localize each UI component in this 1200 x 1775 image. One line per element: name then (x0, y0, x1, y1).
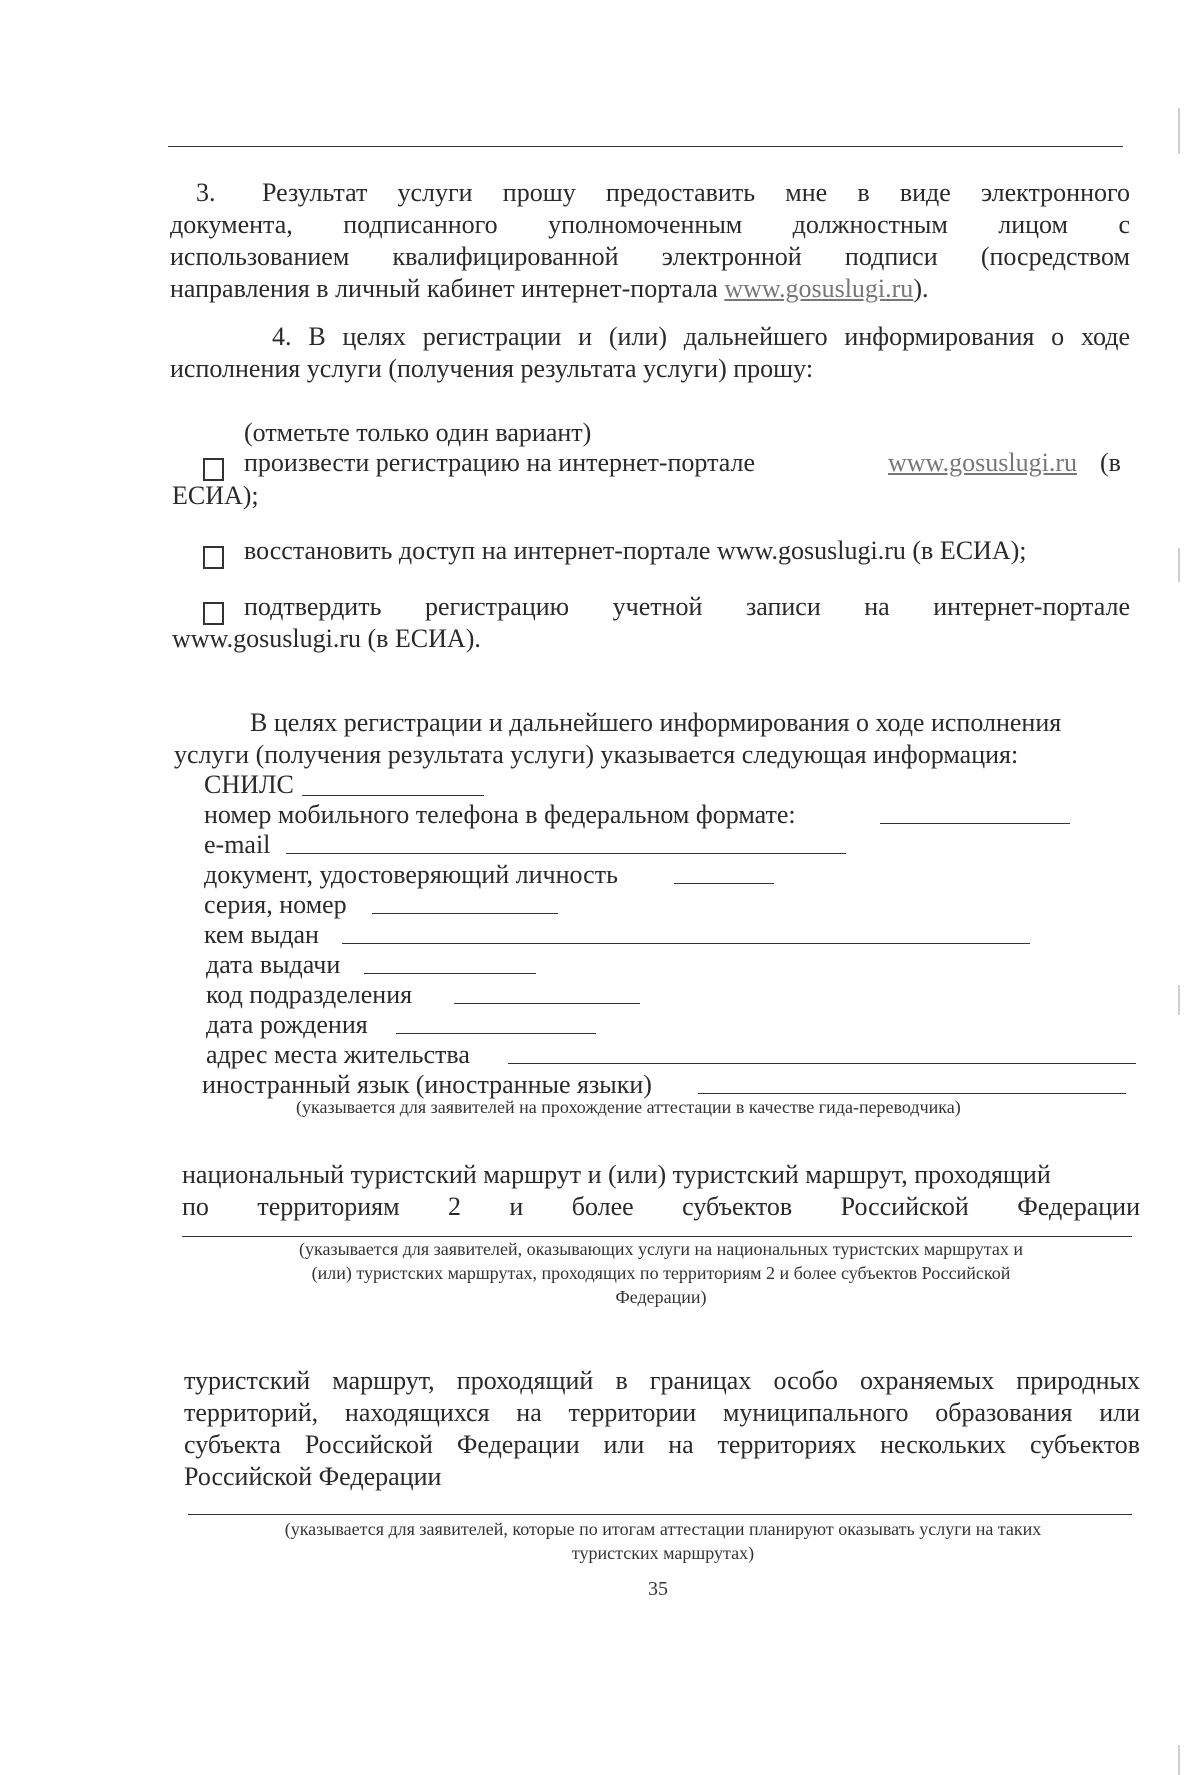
snils-field[interactable] (302, 795, 484, 796)
section-3-line-2: документа, подписанного уполномоченным должностным лицом с (170, 210, 1130, 239)
section-3-number: 3. (196, 178, 216, 207)
phone-field[interactable] (880, 823, 1070, 824)
issue-date-label: дата выдачи (206, 950, 341, 979)
scan-mark (1178, 108, 1180, 154)
option-register-label: произвести регистрацию на интернет-портале (244, 448, 756, 477)
dept-code-field[interactable] (454, 1003, 640, 1004)
id-doc-field[interactable] (674, 883, 774, 884)
route-protected-line-1: туристский маршрут, проходящий в границах особо охраняемых природных (184, 1366, 1140, 1395)
option-register-link (888, 448, 1077, 478)
snils-label: СНИЛС (204, 770, 294, 799)
route-national-line-1: национальный туристский маршрут и (или) туристский маршрут, проходящий (182, 1160, 1051, 1189)
section-3-line-1-text: Результат услуги прошу предоставить мне в виде электронного (262, 178, 1130, 207)
route-protected-note-2: туристских маршрутах) (571, 1543, 755, 1563)
section-4-line-1: 4. В целях регистрации и (или) дальнейшего информирования о ходе (272, 322, 1130, 351)
scan-mark (1178, 548, 1180, 582)
phone-label: номер мобильного телефона в федеральном формате: (204, 800, 796, 829)
route-national-note-1: (указывается для заявителей, оказывающих услуги на национальных туристских маршрутах и (299, 1239, 1023, 1259)
section-4-hint: (отметьте только один вариант) (244, 418, 592, 447)
series-field[interactable] (372, 913, 558, 914)
birth-date-field[interactable] (396, 1033, 596, 1034)
option-restore-label: восстановить доступ на интернет-портале www.gosuslugi.ru (в ЕСИА); (244, 536, 1027, 565)
top-rule (168, 146, 1123, 147)
series-label: серия, номер (204, 890, 347, 919)
section-3-line-4: направления в личный кабинет интернет-портала www.gosuslugi.ru). (170, 274, 929, 303)
email-field[interactable] (286, 853, 846, 854)
route-protected-field[interactable] (188, 1514, 1132, 1515)
languages-note: (указывается для заявителей на прохождение аттестации в качестве гида-переводчика) (296, 1097, 961, 1117)
languages-label: иностранный язык (иностранные языки) (202, 1070, 652, 1099)
option-register-checkbox[interactable] (203, 458, 224, 481)
route-protected-note-1: (указывается для заявителей, которые по итогам аттестации планируют оказывать услуги на таких (284, 1519, 1042, 1539)
gosuslugi-link[interactable]: www.gosuslugi.ru (724, 274, 914, 303)
option-confirm-line-1: подтвердить регистрацию учетной записи на интернет-портале (244, 592, 1130, 621)
languages-field[interactable] (698, 1093, 1126, 1094)
dept-code-label: код подразделения (206, 980, 413, 1009)
scan-mark (1178, 1745, 1180, 1775)
route-national-line-2: по территориям 2 и более субъектов Российской Федерации (182, 1192, 1140, 1221)
route-protected-line-4: Российской Федерации (184, 1462, 442, 1491)
issued-by-field[interactable] (342, 943, 1030, 944)
route-national-note-3: Федерации) (615, 1287, 707, 1307)
address-label: адрес места жительства (206, 1040, 470, 1069)
info-line-1: В целях регистрации и дальнейшего информирования о ходе исполнения (250, 708, 1062, 737)
id-doc-label: документ, удостоверяющий личность (204, 860, 618, 889)
route-national-note-2: (или) туристских маршрутах, проходящих по территориям 2 и более субъектов Российской (311, 1263, 1011, 1283)
section-4-line-2: исполнения услуги (получения результата услуги) прошу: (170, 354, 814, 383)
option-confirm-checkbox[interactable] (203, 602, 224, 625)
option-register-line-2: ЕСИА); (172, 481, 259, 510)
route-protected-line-2: территорий, находящихся на территории муниципального образования или (184, 1398, 1140, 1427)
issued-by-label: кем выдан (204, 920, 319, 949)
info-line-2: услуги (получения результата услуги) указывается следующая информация: (174, 740, 1019, 769)
option-restore-checkbox[interactable] (203, 546, 224, 569)
address-field[interactable] (508, 1063, 1136, 1064)
gosuslugi-link[interactable]: www.gosuslugi.ru (888, 448, 1077, 477)
birth-date-label: дата рождения (206, 1010, 368, 1039)
email-label: e-mail (204, 830, 271, 859)
option-confirm-line-2: www.gosuslugi.ru (в ЕСИА). (172, 624, 481, 653)
section-3-line-3: использованием квалифицированной электронной подписи (посредством (170, 242, 1130, 271)
scan-mark (1178, 985, 1180, 1015)
route-national-field[interactable] (182, 1236, 1132, 1237)
option-register-end: (в (1100, 448, 1121, 477)
route-protected-line-3: субъекта Российской Федерации или на территориях нескольких субъектов (184, 1430, 1140, 1459)
page-number: 35 (648, 1578, 668, 1600)
issue-date-field[interactable] (364, 973, 536, 974)
